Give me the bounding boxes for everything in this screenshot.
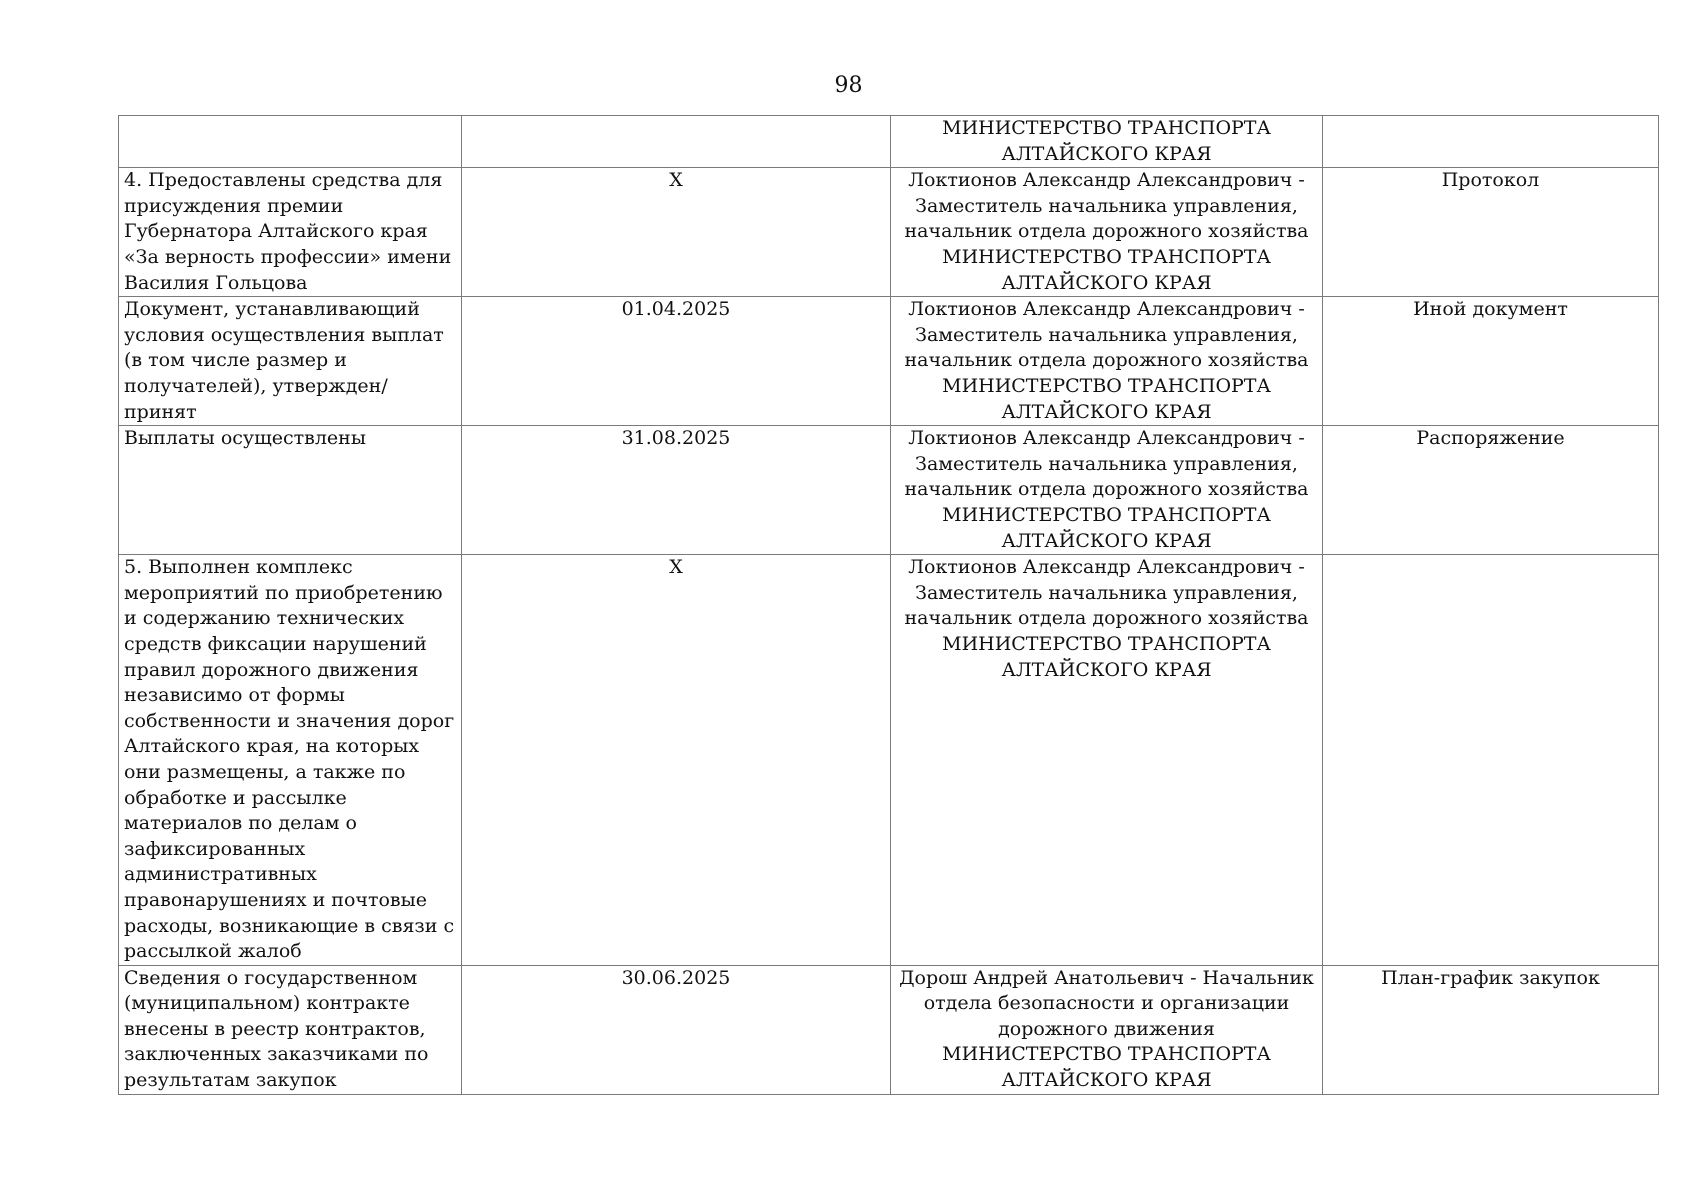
table-row <box>119 555 1659 966</box>
responsible-organization: МИНИСТЕРСТВО ТРАНСПОРТА АЛТАЙСКОГО КРАЯ <box>942 117 1271 165</box>
responsible-person: Локтионов Александр Александрович - Заместитель начальника управления, начальник отдела дорожного хозяйства <box>904 169 1309 243</box>
deadline-cell: X <box>462 168 891 297</box>
deadline-cell: 01.04.2025 <box>462 297 891 426</box>
document-type-cell <box>1323 555 1659 966</box>
responsible-cell <box>891 297 1323 426</box>
event-name-cell <box>119 116 462 168</box>
responsible-organization: МИНИСТЕРСТВО ТРАНСПОРТА АЛТАЙСКОГО КРАЯ <box>942 632 1271 681</box>
responsible-organization: МИНИСТЕРСТВО ТРАНСПОРТА АЛТАЙСКОГО КРАЯ <box>942 503 1271 552</box>
document-type-cell <box>1323 116 1659 168</box>
document-type-cell: План-график закупок <box>1323 965 1659 1094</box>
table-row <box>119 297 1659 426</box>
table-row <box>119 426 1659 555</box>
event-name-cell: 4. Предоставлены средства для присуждения премии Губернатора Алтайского края «За верность профессии» имени Василия Гольцова <box>119 168 462 297</box>
responsible-organization: МИНИСТЕРСТВО ТРАНСПОРТА АЛТАЙСКОГО КРАЯ <box>942 1043 1271 1092</box>
responsible-person: Локтионов Александр Александрович - Заместитель начальника управления, начальник отдела дорожного хозяйства <box>904 427 1309 501</box>
responsible-cell <box>891 168 1323 297</box>
deadline-cell: X <box>462 555 891 966</box>
responsible-person: Дорош Андрей Анатольевич - Начальник отдела безопасности и организации дорожного движения <box>899 966 1314 1040</box>
responsible-person: Локтионов Александр Александрович - Заместитель начальника управления, начальник отдела дорожного хозяйства <box>904 298 1309 372</box>
table-row <box>119 116 1659 168</box>
table-row <box>119 168 1659 297</box>
event-name-cell: 5. Выполнен комплекс мероприятий по приобретению и содержанию технических средств фиксации нарушений правил дорожного движения независимо от формы собственности и значения дорог Алтайского края, на которых они размещены, а также по обработке и рассылке материалов по делам о зафиксированных административных правонарушениях и почтовые расходы, возникающие в связи с рассылкой жалоб <box>119 555 462 966</box>
document-type-cell: Протокол <box>1323 168 1659 297</box>
deadline-cell: 30.06.2025 <box>462 965 891 1094</box>
table-row <box>119 965 1659 1094</box>
page-number: 98 <box>834 73 863 98</box>
event-name-cell: Выплаты осуществлены <box>119 426 462 555</box>
responsible-organization: МИНИСТЕРСТВО ТРАНСПОРТА АЛТАЙСКОГО КРАЯ <box>942 245 1271 294</box>
event-name-cell: Документ, устанавливающий условия осуществления выплат (в том числе размер и получателей), утвержден/принят <box>119 297 462 426</box>
responsible-cell <box>891 116 1323 168</box>
responsible-organization: МИНИСТЕРСТВО ТРАНСПОРТА АЛТАЙСКОГО КРАЯ <box>942 374 1271 423</box>
responsible-cell <box>891 555 1323 966</box>
responsible-cell <box>891 965 1323 1094</box>
deadline-cell: 31.08.2025 <box>462 426 891 555</box>
control-points-table <box>118 115 1659 1095</box>
deadline-cell <box>462 116 891 168</box>
responsible-person: Локтионов Александр Александрович - Заместитель начальника управления, начальник отдела дорожного хозяйства <box>904 556 1309 630</box>
responsible-cell <box>891 426 1323 555</box>
event-name-cell: Сведения о государственном (муниципальном) контракте внесены в реестр контрактов, заключенных заказчиками по результатам закупок <box>119 965 462 1094</box>
document-type-cell: Распоряжение <box>1323 426 1659 555</box>
document-type-cell: Иной документ <box>1323 297 1659 426</box>
